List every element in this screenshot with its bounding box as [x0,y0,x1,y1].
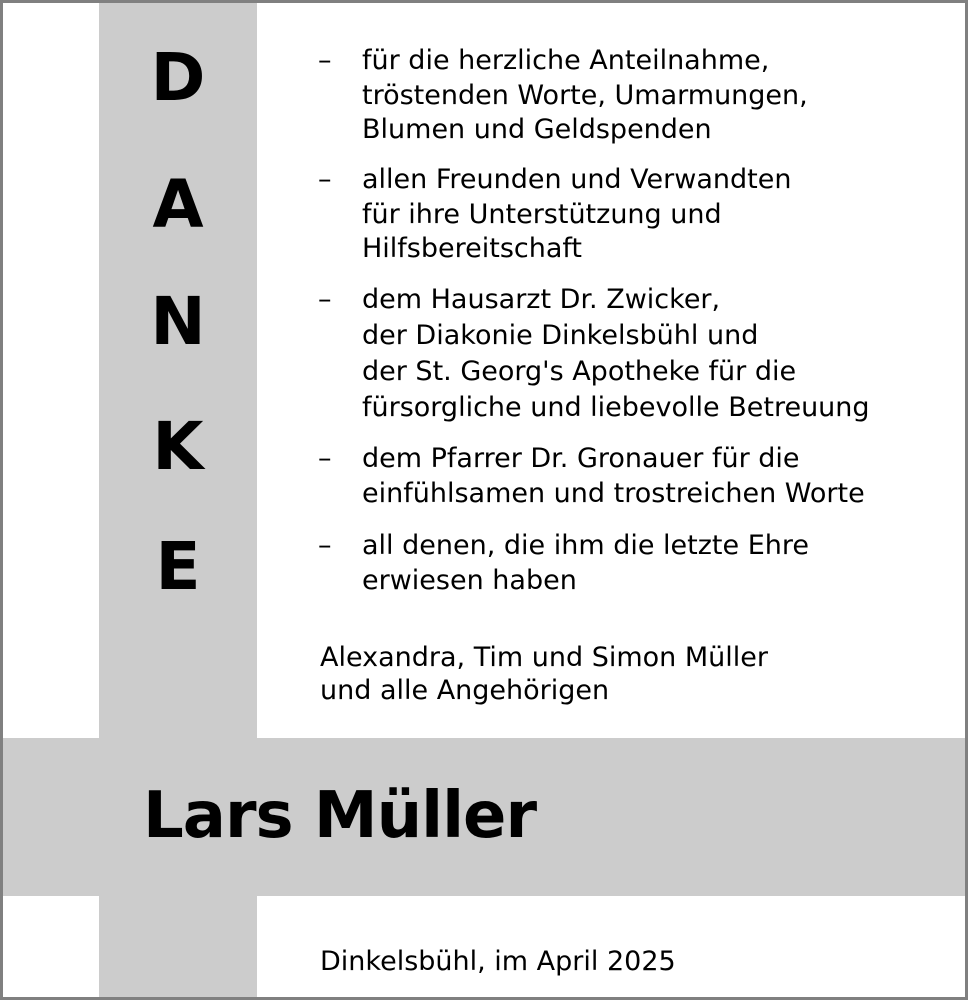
signature-line: Alexandra, Tim und Simon Müller [320,642,768,673]
place-date: Dinkelsbühl, im April 2025 [320,946,676,977]
thanks-item [318,44,808,148]
line: dem Pfarrer Dr. Gronauer für die [362,443,800,474]
thanks-item [318,442,865,511]
heading-letter-k: K [152,408,204,485]
line: dem Hausarzt Dr. Zwicker, [362,284,721,315]
signature-line: und alle Angehörigen [320,675,610,706]
line: für ihre Unterstützung und [362,198,722,230]
heading-letter-d: D [150,39,206,116]
line: tröstenden Worte, Umarmungen, [362,79,808,111]
heading-letter-a: A [152,166,204,243]
heading-letter-e: E [155,528,201,605]
line: einfühlsamen und trostreichen Worte [362,477,865,509]
line: der St. Georg's Apotheke für die [362,356,797,387]
dash: – [318,164,332,195]
line: erwiesen haben [362,564,577,596]
thanks-item [318,282,870,426]
dash: – [318,284,332,315]
line: allen Freunden und Verwandten [362,164,792,195]
line: für die herzliche Anteilnahme, [362,45,770,76]
line: all denen, die ihm die letzte Ehre [362,530,809,561]
line: fürsorgliche und liebevolle Betreuung [362,392,870,423]
line: Hilfsbereitschaft [362,233,583,264]
dash: – [318,443,332,474]
signature [320,641,768,707]
thanks-item [318,163,791,267]
line: Blumen und Geldspenden [362,114,712,145]
dash: – [318,45,332,76]
thanks-item [318,529,809,598]
line: der Diakonie Dinkelsbühl und [362,320,759,351]
heading-letter-n: N [150,283,206,360]
deceased-name: Lars Müller [143,779,536,853]
dash: – [318,530,332,561]
